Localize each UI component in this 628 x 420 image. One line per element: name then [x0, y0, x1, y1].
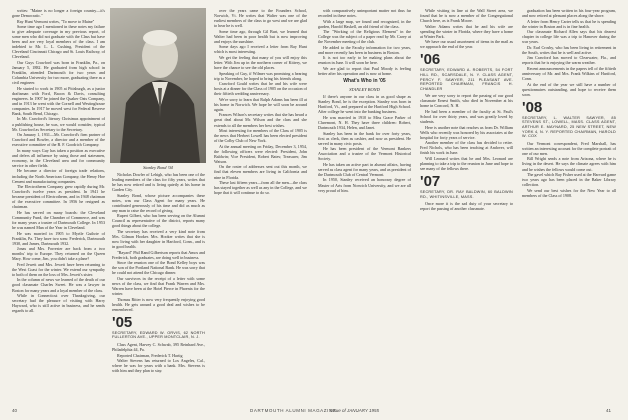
- paragraph: Some time ago I mentioned in these notes my failure to give adequate coverage in my previous report, of some men who did not graduate with the Class but have been and are very loyal members of the class. I am indebted to Mr. L. L. Cushing, President of the Cleveland Cincinnati Chicago and St. Louis Railway, of Cleveland.: [12, 24, 105, 60]
- paragraph: In the column of news we learned of the death of our good classmate Charles Sweet. He was a lawyer in Boston for many years and a loyal member of the class.: [12, 277, 105, 293]
- paragraph: "Bayard" Phil Rand Gilbertson reports that Amos and Frederick, both graduates, are doing well in business.: [112, 249, 205, 260]
- paragraph: On the roster of addresses sent out this month, we find that eleven members are living in California and nine in Florida.: [214, 164, 307, 180]
- paragraph: Rupert Gilbert, who has been serving on the Alumni Council as representative of the district, reports many good things about the college.: [112, 213, 205, 229]
- paragraph: The "Working of the Religious Element" in the College was the subject of a paper read by Mr. Carey at the November meeting of the club.: [318, 29, 411, 45]
- paragraph: Class Agent, Harvey C. Schwab, 395 Reinhard Ave., Philadelphia 44, Pa.: [112, 341, 205, 352]
- paragraph: These last fifteen years—from all the men—the class has stayed together as well as any in the College, and we hope that it will continue to do so.: [214, 180, 307, 196]
- paragraph: Bill Wright sends a note from Arizona, where he is living in the desert. He says the climate agrees with him and he wishes the fellows would come out.: [522, 156, 616, 172]
- paragraph: We have our usual assortment of items in the mail as we approach the end of the year.: [420, 39, 513, 50]
- paragraph: The secretary has received a very kind note from Mrs. Gilman Hooker. Mrs. Hooker writes that she is now living with her daughter in Hartford, Conn., and is in good health.: [112, 229, 205, 250]
- paragraph: Nicholas Dowler of Lehigh, who has been one of the leading members of the class for fifty years, writes that he has now retired and is living quietly at his home in Garden City.: [112, 172, 205, 193]
- paragraph: In 1950, Stanley received an honorary degree of Master of Arts from Norwich University, and we are all very proud of him.: [318, 177, 411, 193]
- paragraph: At the annual meeting on Friday, December 3, 1954, the following officers were elected: President, John Baldwin; Vice President, Robert Bates; Treasurer, Jim Watson.: [214, 143, 307, 164]
- paragraph: Dr. Earl Crosby, who has been living in retirement in the South, writes that he is well and active.: [522, 44, 616, 55]
- paragraph: With a large map, we found and recognized, in the garden, Harold Haskell, an old friend of the class.: [318, 18, 411, 29]
- paragraph: We get the feeling that many of you will enjoy this letter. With Jim up in the northern corner of Kittery, we have the chance to see the old places.: [214, 54, 307, 71]
- paragraph: Crawford Gould writes that he and his wife were hosts at a dinner for the Class of 1905 on the occasion of their fiftieth wedding anniversary.: [214, 81, 307, 97]
- paragraph: Our classmate Richard Allen says that his dearest chapter in college life was a trip to Hanover during the war years.: [522, 29, 616, 45]
- class-08-officers: SECRETARY, L. WALTER SAWYER, 85 STEVENS ST., LOWELL, MASS. CLASS AGENT, ARTHUR E. MAYNARD, 25 NEW STREET, NEW YORK 4, N. Y. REPORTED CHAIRMAN, HAROLD W. COX: [522, 115, 616, 139]
- paragraph: While visiting in line at the Wall Street area, we found that he is now a member of the Congregational Church here, as is Frank Moore.: [420, 8, 513, 24]
- paragraph: The Electrotherm Company grew rapidly during Mr. Crawford's twelve years as president. In 1941 he became president of Electrotherm, and in 1948 chairman of the executive committee. In 1956 he resigned as chairman.: [12, 184, 105, 210]
- paragraph: Speaking of Guy, if Wilmer was promising a hearing trip to November, he hoped to bring his friends along.: [214, 70, 307, 81]
- whos-who-subject: STANLEY BOND: [349, 87, 380, 93]
- paragraph: Our survivors in the receipt of a letter with some news of the class, we find that Frank Warren and Mrs. Warren have been at the Hotel Pierce in Phoenix for the winter.: [112, 275, 205, 297]
- column-2: [112, 172, 205, 400]
- page-number-right: 41: [606, 408, 612, 413]
- portrait-figure: [110, 8, 206, 163]
- paragraph: Our Vermont correspondent, Fred Marshall, has written an interesting account for the complete portrait of one of our men.: [522, 140, 616, 156]
- issue-date: Issue of JANUARY 1955: [330, 408, 380, 413]
- class-year-07: '07: [420, 173, 441, 191]
- paragraph: A letter from Henry Carter tells us that he is spending the winter in Boston and is in fine health.: [522, 18, 616, 29]
- paragraph: Reported Chairman, Frederick T. Hartig: [117, 352, 183, 358]
- column-4: [318, 8, 411, 400]
- paragraph: In many ways Guy has taken a position as executive and defers all influence by using those and statesmen, economy, in the Cleveland area and for community service in other fields.: [12, 147, 105, 168]
- paragraph: Thomas Ritter is now very frequently enjoying good health. He gets around a good deal and wishes to be remembered.: [112, 296, 205, 312]
- paragraph: Since the reunion one of the Bond Kelley boys was the son of the Portland National Bank. He was sorry that he could not attend the Chicago dinner.: [112, 260, 205, 276]
- class-year-08: '08: [522, 98, 543, 116]
- paragraph: It is not too early to be making plans about the reunion in June. It will soon be here.: [318, 55, 411, 66]
- paragraph: He has served on many boards: the Cleveland Community Fund, the Chamber of Commerce, and was for many years a trustee of Dartmouth College. In 1953 he was named Man of the Year in Cleveland.: [12, 209, 105, 230]
- column-3: [214, 8, 307, 400]
- photo-caption: Stanley Bond '04: [143, 165, 173, 170]
- paragraph: Walter Adams writes that he and his wife are spending the winter in Florida, where they have a home at Winter Park.: [420, 23, 513, 39]
- paragraph: Jim Crawford has moved to Clearwater, Fla., and reports that he is enjoying the warm weather.: [522, 55, 616, 66]
- whos-who-title: What's Who in '05: [343, 78, 386, 85]
- paragraph: He had been a member of the faculty at St. Paul's School for over thirty years, and was greatly loved by students.: [420, 108, 513, 125]
- paragraph: He added to the Faculty information for two years, and more recently has been in business in Boston.: [318, 44, 411, 55]
- paragraph: graduation has been written in his four-year program, and now retired at pleasant places along the shore.: [522, 8, 616, 19]
- column-1: [12, 8, 105, 400]
- paragraph: Our Guys Crawford was born in Franklin, Pa., on January 5, 1882. He graduated from high school in Franklin, attended Dartmouth for two years and Columbia University for two more, graduating there as a civil engineer.: [12, 59, 105, 86]
- paragraph: He has been president of the Vermont Bankers Association and a trustee of the Vermont Historical Society.: [318, 146, 411, 162]
- column-5: [420, 8, 513, 400]
- paragraph: with comparatively unimportant matter not thus far recorded in these notes.: [318, 8, 411, 19]
- magazine-name: DARTMOUTH ALUMNI MAGAZINE: [250, 408, 337, 413]
- paragraph: The gavel which Ray Fisher used at the Harvard game two years ago has been placed in the Baker Library collection.: [522, 172, 616, 188]
- paragraph: over the years came to the Founders School, Norwich, Vt. He writes that Walter was one of the earliest members of the class to go west and we are glad to hear he is well.: [214, 8, 307, 29]
- class-05-officers: SECRETARY, EDWARD W. ORVIS, 62 NORTH FULLERTON AVE., UPPER MONTCLAIR, N. J.: [112, 330, 205, 340]
- paragraph: We're sorry to learn that Ralph Adams has been ill at his home in Norwich. We hope he will soon be around again.: [214, 96, 307, 112]
- paragraph: At the end of the year we still have a number of questionnaires outstanding, and hope to receive them soon.: [522, 81, 616, 97]
- paragraph: While in Connecticut over Thanksgiving, our secretary had the pleasure of visiting with Harry Hayward, who is still active in business, and he sends regards to all.: [12, 293, 105, 314]
- paragraph: Ray Hunt Vermont writes, "To move to Maine": [17, 18, 95, 24]
- paragraph: Most interesting for members of the Class of 1905 is the news that Herbert Lowell has been elected president of the Colby Club of New York.: [214, 128, 307, 144]
- paragraph: He started to work in 1905 at Pittsburgh, as a junior draftsman with Ford, Bacon & Davis, consulting engineers. In 1907 he joined the Quaker Oats Company, and in 1913 he went with the Cornell and Westinghouse companies. In 1917 he moved west for Federal Reserve Bank, South Bend, Chicago.: [12, 85, 105, 116]
- paragraph: Walter Stevens has returned to Los Angeles, Cal., where he was for years with a bank. Mrs. Stevens is with him and they plan to stay.: [112, 358, 205, 374]
- paragraph: If there's anyone in our class in as good shape as Stanley Bond, he is the exception. Stanley was born in Hartford, Vt., and prepared at the Hartford High School. After college he went into the banking business.: [318, 94, 411, 115]
- paragraph: Fred Jewett and Mrs. Jewett have been returning to the West Coast for the winter. We extend our sympathy to both of them on the loss of Mrs. Jewett's sister.: [12, 261, 105, 277]
- paragraph: We are glad to report that Paul Moody is feeling better after his operation and is now at home.: [318, 66, 411, 77]
- paragraph: He has taken an active part in alumni affairs, having served as class agent for many years, and as president of the Dartmouth Club of Central Vermont.: [318, 161, 411, 177]
- class-07-officers: SECRETARY, DR. RAY BALDWIN, 60 BALDWIN RD., WHITINSVILLE, MASS.: [420, 190, 513, 199]
- paragraph: We send our best wishes for the New Year to all members of the Class of 1908.: [522, 187, 616, 198]
- paragraph: Once more it is the sad duty of your secretary to report the passing of another classmate.: [420, 201, 513, 212]
- class-year-05: '05: [112, 313, 133, 331]
- paragraph: writes: "Maine is no longer a foreign country—it's gone Democratic.": [12, 8, 105, 19]
- paragraph: Will Leonard writes that he and Mrs. Leonard are planning to take a trip to the reunion in June and hope to see many of the fellows there.: [420, 155, 513, 171]
- paragraph: Recent announcements in the papers tell of the fiftieth anniversary of Mr. and Mrs. Frank Wilkins of Hartford, Conn.: [522, 66, 616, 82]
- paragraph: Here is another note that reaches us from Dr. William Wells who recently was honored by his associates at the hospital for forty years of service.: [420, 124, 513, 140]
- paragraph: He was married in 1905 to Myrtle Guthrie of Franklin, Pa. They have two sons: Frederick, Dartmouth 1930, and James, Dartmouth 1932.: [12, 230, 105, 246]
- paragraph: He became a director of foreign trade relations, including the North American Company, the Henry Hoe Cement and manufacturing companies.: [12, 168, 105, 184]
- paragraph: Jonas and Mrs. Forrester are back from a two months' trip to Europe. They returned on the Queen Mary. How come, Jim, you didn't take a plane?: [12, 246, 105, 262]
- paragraph: Another member of the class has decided to retire. Fred Nichols, who has been teaching at Andover, will finish his work in June.: [420, 140, 513, 156]
- class-06-officers: SECRETARY, EDWARD A. ROBERTS, 54 FORT HILL RD., SCARSDALE, N. Y. CLASS AGENT, PERCY F. SAWYER, 211 PLEASANT AVE. REPORTED CHAIRMAN, FRANCIS H. CHANDLER: [420, 68, 513, 91]
- paragraph: On January 1, 1931—Mr. Crawford's firm partner of Crawford and Bowler, a director and a member of the executive committee of the B. F. Goodrich Company.: [12, 132, 105, 148]
- portrait-photo: [110, 8, 206, 163]
- column-6: [522, 8, 616, 400]
- paragraph: He was married in 1910 to Miss Grace Parker of Claremont, N. H. They have three children: Robert, Dartmouth 1934, Helen, and Janet.: [318, 114, 411, 130]
- paragraph: In Mr. Crawford's literary Christmas appointment of a publishing house, he was, we would consider, typical Mr. Crawford as Secretary to the Secretary.: [12, 116, 105, 132]
- paragraph: Stanley has been in the bank for over forty years, first as clerk, then as cashier, and now as president. He served in many civic posts.: [318, 130, 411, 146]
- paragraph: Stanley Bond, whose picture accompanies these notes, was our Class Agent for many years. He contributed generously of his time and did as much as any man to raise the record of giving.: [112, 192, 205, 213]
- paragraph: Frances Wilson's secretary writes that she has heard a great deal about Mr. Wilson and the class and she extends to all the members her best wishes.: [214, 112, 307, 128]
- page-number-left: 40: [12, 408, 18, 413]
- paragraph: Some days ago I received a letter from Ray Hunt which is most interesting.: [214, 44, 307, 55]
- class-year-06: '06: [420, 51, 441, 69]
- paragraph: Some time ago, through Gil Burt, we learned that Walter had been in poor health but is now improving and enjoys the sunshine.: [214, 28, 307, 44]
- paragraph: We are very sorry to report the passing of our good classmate Ernest Smith, who died in November at his home in Concord, N. H.: [420, 93, 513, 109]
